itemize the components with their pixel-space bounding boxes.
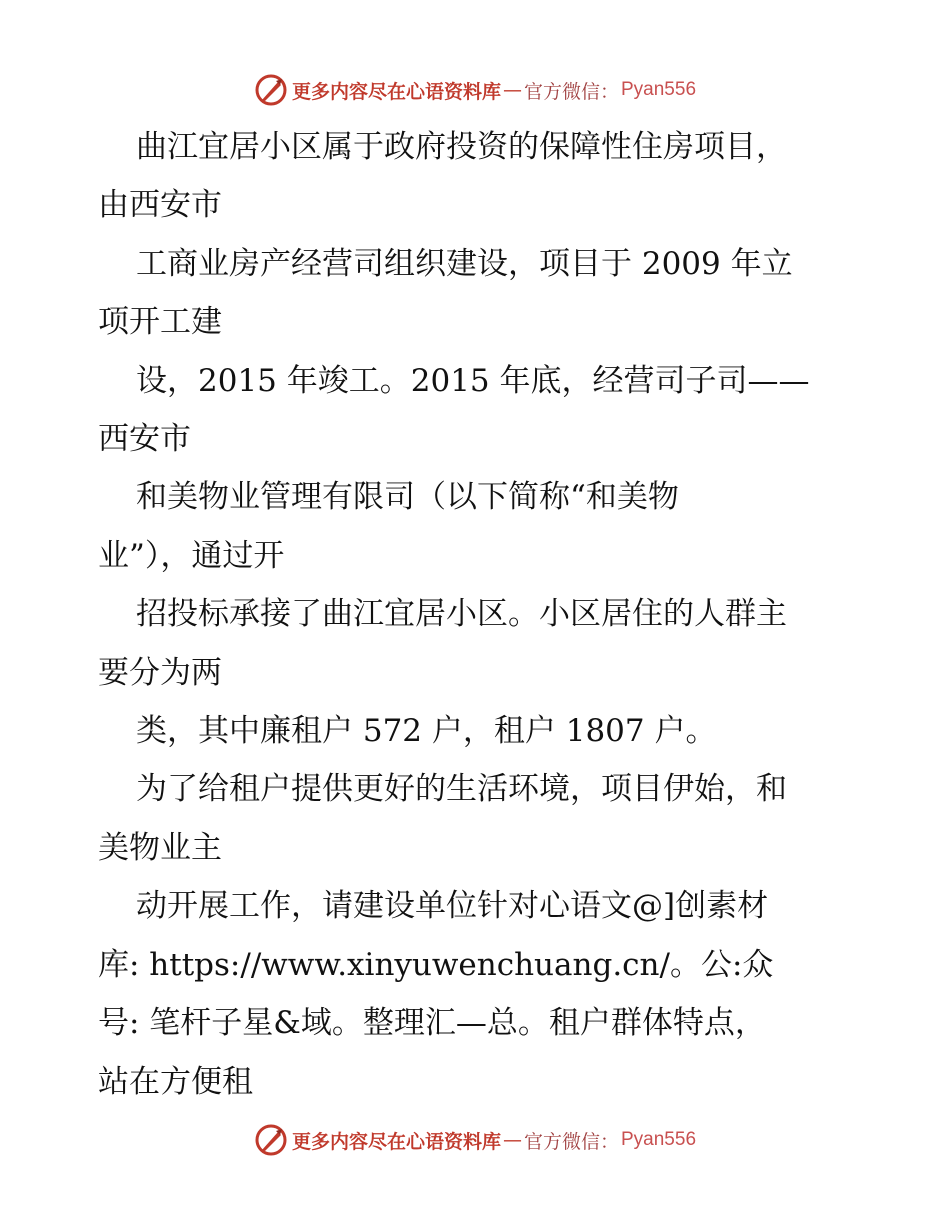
paragraph-line: 为了给租户提供更好的生活环境，项目伊始，和 [136, 771, 787, 808]
watermark-wechat-label: 官方微信： [523, 80, 619, 103]
paragraph-line: 工商业房产经营司组织建设，项目于 2009 年立 [136, 245, 793, 282]
paragraph-3 [98, 352, 858, 469]
paragraph-line: 类，其中廉租户 572 户，租户 1807 户。 [136, 713, 717, 750]
quill-logo-icon [254, 73, 288, 107]
paragraph-line: 招投标承接了曲江宜居小区。小区居住的人群主 [136, 596, 787, 633]
paragraph-line: 由西安市 [98, 187, 222, 224]
paragraph-7 [98, 760, 858, 877]
paragraph-line: 设，2015 年竣工。2015 年底，经营司子司—— [136, 362, 810, 399]
paragraph-line: 业”），通过开 [98, 537, 285, 574]
paragraph-5 [98, 585, 858, 702]
watermark-wechat-id: Pyan556 [621, 79, 697, 100]
watermark-dash: — [502, 79, 522, 101]
paragraph-line: 要分为两 [98, 654, 222, 691]
paragraph-line: 和美物业管理有限司（以下简称“和美物 [136, 479, 679, 516]
header-watermark [0, 70, 950, 110]
paragraph-2 [98, 235, 858, 352]
paragraph-line: 号: 笔杆子星&域。整理汇—总。租户群体特点， [98, 1005, 766, 1042]
watermark-wechat-label: 官方微信： [523, 1130, 619, 1153]
paragraph-line: 项开工建 [98, 304, 222, 341]
paragraph-line: 动开展工作，请建设单位针对心语文@]创素材 [136, 888, 769, 925]
paragraph-line: 曲江宜居小区属于政府投资的保障性住房项目， [136, 129, 787, 165]
watermark-wechat-id: Pyan556 [621, 1129, 697, 1150]
paragraph-4 [98, 468, 858, 585]
watermark-main-text: 更多内容尽在心语资料库 [291, 80, 501, 103]
paragraph-1 [98, 118, 858, 235]
quill-logo-icon [254, 1123, 288, 1157]
paragraph-line: 站在方便租 [98, 1063, 253, 1100]
watermark-main-text: 更多内容尽在心语资料库 [291, 1130, 501, 1153]
watermark-dash: — [502, 1129, 522, 1151]
paragraph-8 [98, 877, 858, 1111]
paragraph-line: 美物业主 [98, 829, 222, 866]
paragraph-6 [98, 702, 858, 760]
footer-watermark [0, 1120, 950, 1160]
document-body [98, 118, 858, 1111]
paragraph-line: 西安市 [98, 421, 191, 458]
paragraph-line: 库: https://www.xinyuwenchuang.cn/。公:众 [98, 946, 774, 983]
